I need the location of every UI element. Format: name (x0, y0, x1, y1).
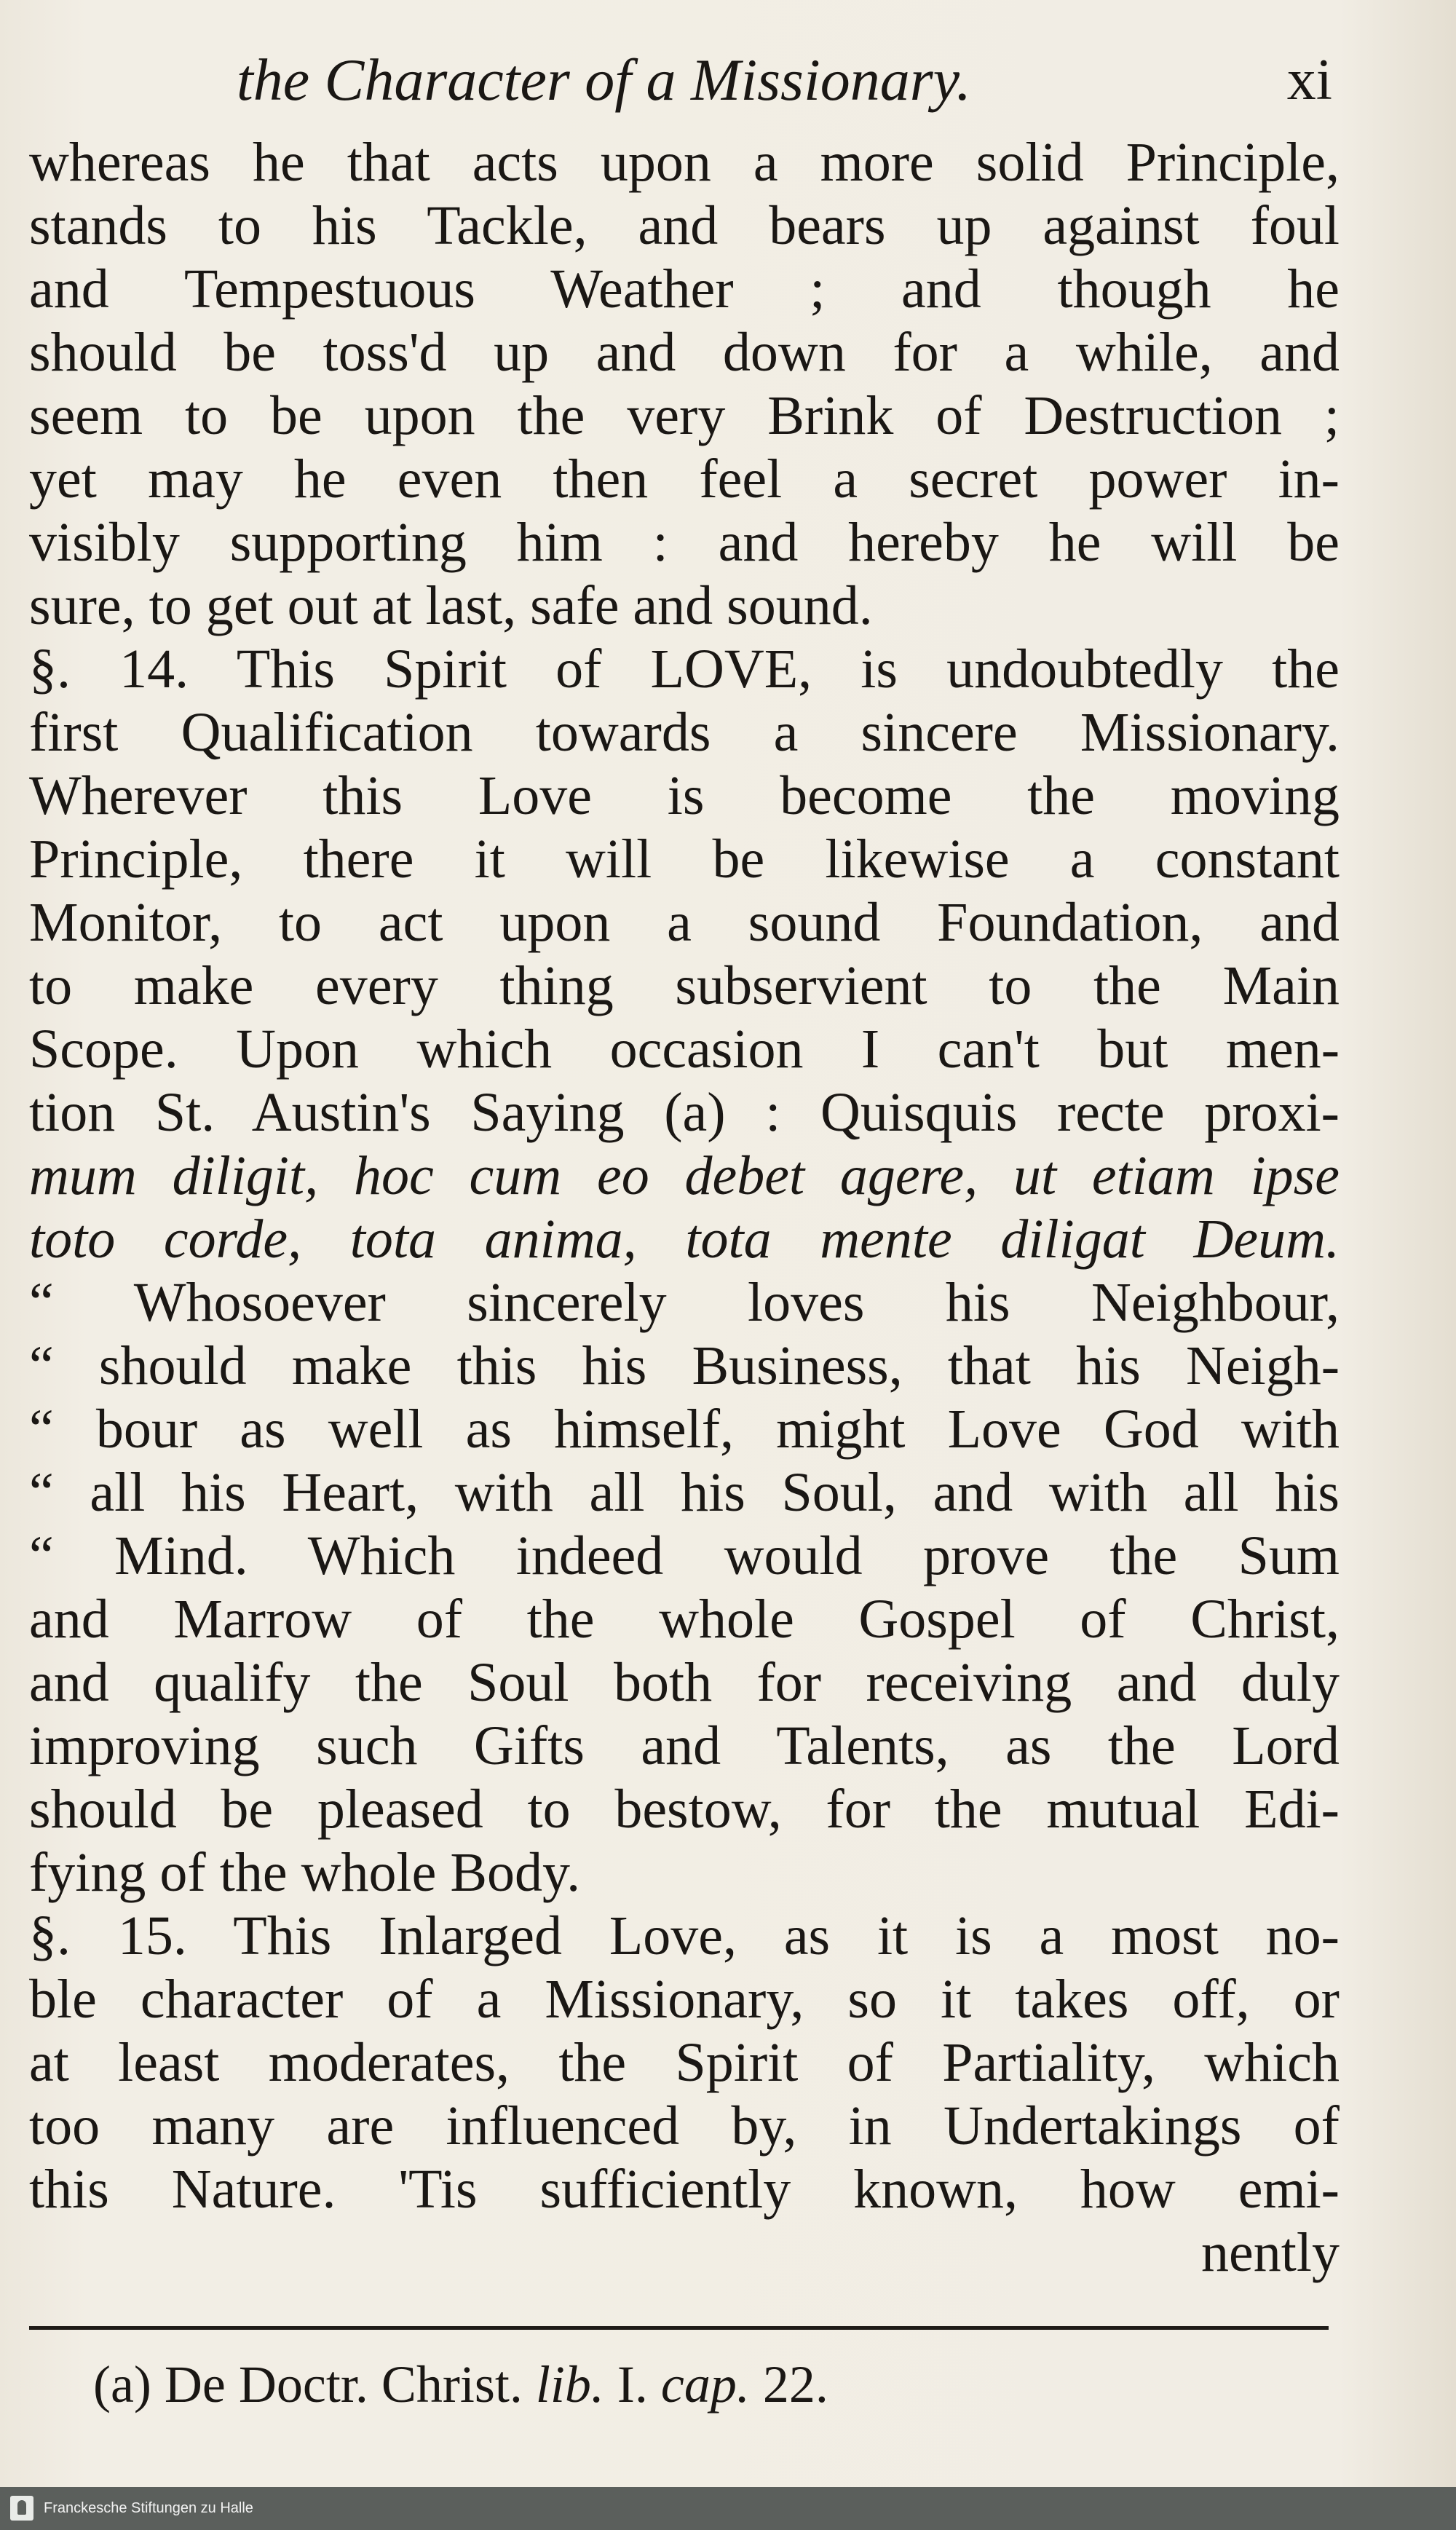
text-line: first Qualification towards a sincere Missionary. (29, 702, 1340, 763)
text-line: tion St. Austin's Saying (a) : Quisquis recte proxi- (29, 1082, 1340, 1143)
institution-label: Franckesche Stiftungen zu Halle (44, 2500, 253, 2516)
latin-quote-line: toto corde, tota anima, tota mente diligat Deum. (29, 1209, 1340, 1270)
text-line: §. 14. This Spirit of LOVE, is undoubtedly the (29, 639, 1340, 700)
text-line: should be pleased to bestow, for the mutual Edi- (29, 1779, 1340, 1840)
text-line: and Tempestuous Weather ; and though he (29, 258, 1340, 320)
text-line: yet may he even then feel a secret power in- (29, 448, 1340, 510)
footnote-book: I. (617, 2355, 648, 2414)
footnote-cap: cap. (660, 2355, 750, 2414)
digitization-footer (0, 2487, 1456, 2530)
text-line: improving such Gifts and Talents, as the Lord (29, 1715, 1340, 1776)
text-line: too many are influenced by, in Undertakings of (29, 2095, 1340, 2157)
institution-logo-icon (10, 2496, 33, 2521)
quoted-text-line: “ Whosoever sincerely loves his Neighbour, (29, 1272, 1340, 1333)
text-line: and Marrow of the whole Gospel of Christ, (29, 1589, 1340, 1650)
running-head (29, 40, 1332, 120)
footnote-lib: lib. (535, 2355, 604, 2414)
text-line: §. 15. This Inlarged Love, as it is a most no- (29, 1905, 1340, 1966)
text-line: this Nature. 'Tis sufficiently known, how emi- (29, 2159, 1340, 2220)
text-line: Monitor, to act upon a sound Foundation, and (29, 892, 1340, 953)
text-line: seem to be upon the very Brink of Destruction ; (29, 385, 1340, 446)
footnote-source: (a) De Doctr. Christ. (93, 2355, 523, 2414)
text-line: Principle, there it will be likewise a constant (29, 829, 1340, 890)
text-line: to make every thing subservient to the Main (29, 955, 1340, 1016)
text-line: whereas he that acts upon a more solid Principle, (29, 132, 1340, 193)
footnote (93, 2350, 828, 2419)
page-number: xi (1286, 48, 1332, 112)
text-line: at least moderates, the Spirit of Partiality, which (29, 2032, 1340, 2093)
quoted-text-line: “ should make this his Business, that his Neigh- (29, 1335, 1340, 1396)
body-text (29, 131, 1340, 2285)
text-line: stands to his Tackle, and bears up against foul (29, 195, 1340, 256)
running-title: the Character of a Missionary. (237, 47, 972, 113)
text-line: Scope. Upon which occasion I can't but men- (29, 1019, 1340, 1080)
text-line: visibly supporting him : and hereby he will be (29, 512, 1340, 573)
quoted-text-line: “ Mind. Which indeed would prove the Sum (29, 1525, 1340, 1586)
footnote-rule (29, 2326, 1329, 2330)
latin-quote-line: mum diligit, hoc cum eo debet agere, ut etiam ipse (29, 1145, 1340, 1206)
footnote-chapter: 22. (762, 2355, 828, 2414)
catchword: nently (1201, 2222, 1340, 2283)
text-line: should be toss'd up and down for a while, and (29, 322, 1340, 383)
quoted-text-line: “ bour as well as himself, might Love God with (29, 1399, 1340, 1460)
quoted-text-line: “ all his Heart, with all his Soul, and with all his (29, 1462, 1340, 1523)
text-line: Wherever this Love is become the moving (29, 765, 1340, 826)
text-line: and qualify the Soul both for receiving and duly (29, 1652, 1340, 1713)
text-line: fying of the whole Body. (29, 1842, 581, 1903)
text-line: sure, to get out at last, safe and sound. (29, 575, 873, 636)
text-line: ble character of a Missionary, so it takes off, or (29, 1969, 1340, 2030)
